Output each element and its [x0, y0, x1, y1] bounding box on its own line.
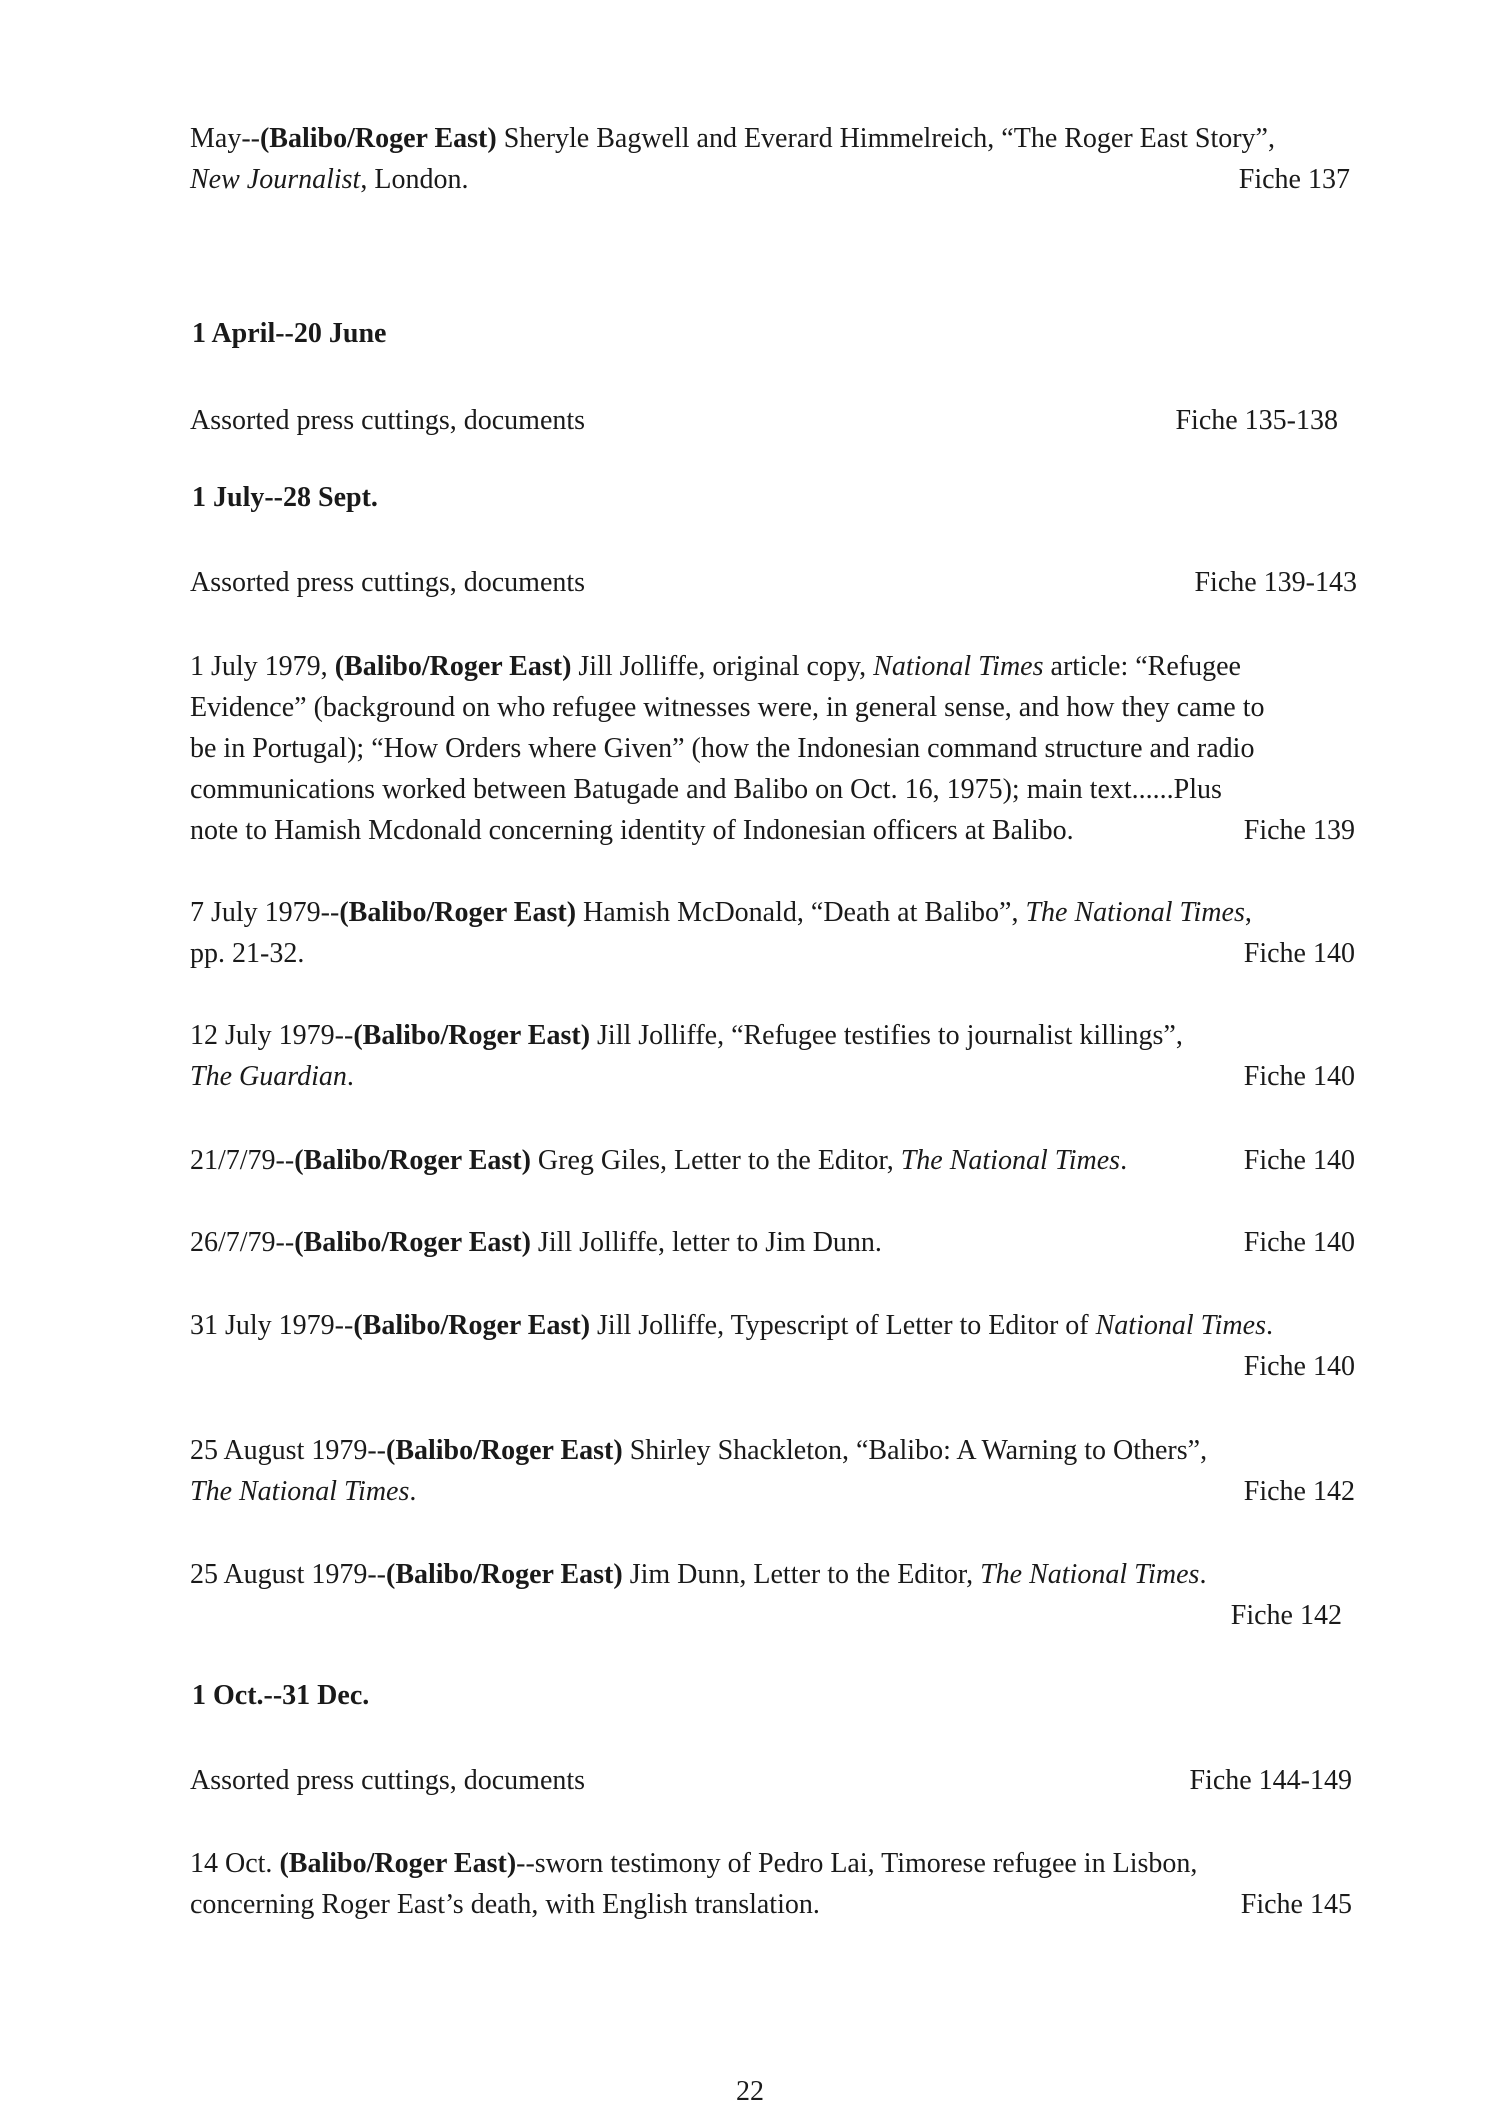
- entry-jim-dunn-letter: [190, 1554, 1342, 1636]
- section-heading: 1 Oct.--31 Dec.: [192, 1680, 370, 1711]
- fiche-reference: Fiche 144-149: [1189, 1765, 1352, 1796]
- entry-text: Assorted press cuttings, documents: [190, 567, 586, 598]
- entry-text: .: [409, 1476, 417, 1507]
- entry-refugee-testifies: [190, 1015, 1355, 1097]
- publication-title: New Journalist: [190, 164, 361, 195]
- entry-subject: (Balibo/Roger East): [353, 1020, 591, 1051]
- entry-line: [190, 1595, 1342, 1636]
- entry-text: --sworn testimony of Pedro Lai, Timorese refugee in Lisbon,: [516, 1848, 1198, 1879]
- entry-date: May--: [190, 123, 260, 154]
- entry-text: concerning Roger East’s death, with English translation.: [190, 1889, 820, 1920]
- fiche-reference: Fiche 142: [1230, 1600, 1342, 1631]
- entry-subject: (Balibo/Roger East): [386, 1435, 623, 1466]
- entry-subject: (Balibo/Roger East): [353, 1310, 591, 1341]
- entry-subject: (Balibo/Roger East): [334, 651, 572, 682]
- entry-death-at-balibo: [190, 892, 1355, 974]
- entry-date: 14 Oct.: [190, 1848, 280, 1879]
- entry-greg-giles-letter: [190, 1140, 1355, 1181]
- entry-assorted: [190, 562, 1357, 603]
- entry-line: [190, 1884, 1352, 1925]
- fiche-reference: Fiche 140: [1243, 1351, 1355, 1382]
- fiche-reference: Fiche 139-143: [1194, 567, 1357, 598]
- entry-date: 21/7/79--: [190, 1145, 295, 1176]
- entry-text: Sheryle Bagwell and Everard Himmelreich, “The Roger East Story”,: [496, 123, 1275, 154]
- entry-subject: (Balibo/Roger East): [386, 1559, 623, 1590]
- entry-date: 12 July 1979--: [190, 1020, 354, 1051]
- fiche-reference: Fiche 139: [1243, 815, 1355, 846]
- entry-line: [190, 810, 1355, 851]
- entry-refugee-evidence: [190, 646, 1355, 851]
- entry-date: 25 August 1979--: [190, 1559, 386, 1590]
- entry-text: Jill Jolliffe, original copy,: [571, 651, 874, 682]
- entry-pedro-lai-testimony: [190, 1843, 1352, 1925]
- entry-text: Jim Dunn, Letter to the Editor,: [622, 1559, 981, 1590]
- entry-line: [190, 159, 1350, 200]
- entry-line: Evidence” (background on who refugee witnesses were, in general sense, and how they came to: [190, 692, 1265, 723]
- entry-subject: (Balibo/Roger East): [259, 123, 497, 154]
- entry-line: [190, 562, 1357, 603]
- entry-line: [190, 646, 1355, 687]
- entry-text: , London.: [360, 164, 469, 195]
- fiche-reference: Fiche 140: [1243, 1145, 1355, 1176]
- entry-text: note to Hamish Mcdonald concerning identity of Indonesian officers at Balibo.: [190, 815, 1074, 846]
- fiche-reference: Fiche 137: [1238, 164, 1350, 195]
- section-heading: 1 July--28 Sept.: [192, 482, 378, 513]
- entry-line: [190, 1430, 1355, 1471]
- entry-typescript-letter: [190, 1305, 1355, 1387]
- entry-line: communications worked between Batugade and Balibo on Oct. 16, 1975); main text......Plus: [190, 774, 1222, 805]
- entry-text: article: “Refugee: [1043, 651, 1241, 682]
- entry-text: Assorted press cuttings, documents: [190, 405, 586, 436]
- publication-title: The National Times: [980, 1559, 1200, 1590]
- entry-warning-to-others: [190, 1430, 1355, 1512]
- entry-assorted: [190, 400, 1338, 441]
- entry-line: [190, 1471, 1355, 1512]
- entry-line: be in Portugal); “How Orders where Given” (how the Indonesian command structure and radio: [190, 733, 1255, 764]
- entry-roger-east-story: [190, 118, 1350, 200]
- entry-subject: (Balibo/Roger East): [294, 1145, 531, 1176]
- entry-text: Shirley Shackleton, “Balibo: A Warning to Others”,: [622, 1435, 1208, 1466]
- entry-text: ,: [1244, 897, 1252, 928]
- fiche-reference: Fiche 142: [1243, 1476, 1355, 1507]
- entry-date: 26/7/79--: [190, 1227, 295, 1258]
- entry-line: [190, 892, 1355, 933]
- entry-text: Assorted press cuttings, documents: [190, 1765, 586, 1796]
- entry-line: [190, 933, 1355, 974]
- entry-subject: (Balibo/Roger East): [294, 1227, 531, 1258]
- entry-line: [190, 1015, 1355, 1056]
- entry-line: [190, 1554, 1342, 1595]
- fiche-reference: Fiche 140: [1243, 938, 1355, 969]
- page-number: 22: [736, 2076, 764, 2107]
- publication-title: The National Times: [900, 1145, 1121, 1176]
- entry-line: [190, 400, 1338, 441]
- entry-subject: (Balibo/Roger East): [279, 1848, 517, 1879]
- entry-text: Jill Jolliffe, letter to Jim Dunn.: [530, 1227, 882, 1258]
- entry-text: Jill Jolliffe, Typescript of Letter to Editor of: [590, 1310, 1096, 1341]
- entry-line: [190, 1843, 1352, 1884]
- entry-text: .: [1120, 1145, 1128, 1176]
- entry-line: [190, 1760, 1352, 1801]
- entry-text: .: [1199, 1559, 1207, 1590]
- publication-title: The Guardian: [190, 1061, 347, 1092]
- entry-line: [190, 1222, 1355, 1263]
- publication-title: National Times: [1095, 1310, 1266, 1341]
- entry-line: [190, 1305, 1355, 1346]
- entry-date: 7 July 1979--: [190, 897, 340, 928]
- entry-subject: (Balibo/Roger East): [339, 897, 577, 928]
- entry-text: Jill Jolliffe, “Refugee testifies to journalist killings”,: [590, 1020, 1183, 1051]
- entry-line: [190, 1056, 1355, 1097]
- fiche-reference: Fiche 140: [1243, 1061, 1355, 1092]
- entry-date: 31 July 1979--: [190, 1310, 354, 1341]
- entry-line: [190, 1346, 1355, 1387]
- entry-line: [190, 118, 1350, 159]
- fiche-reference: Fiche 135-138: [1175, 405, 1338, 436]
- entry-letter-to-jim-dunn: [190, 1222, 1355, 1263]
- entry-date: 1 July 1979,: [190, 651, 335, 682]
- entry-text: .: [346, 1061, 354, 1092]
- fiche-reference: Fiche 140: [1243, 1227, 1355, 1258]
- entry-assorted: [190, 1760, 1352, 1801]
- entry-text: .: [1265, 1310, 1273, 1341]
- fiche-reference: Fiche 145: [1240, 1889, 1352, 1920]
- publication-title: The National Times: [190, 1476, 410, 1507]
- publication-title: National Times: [873, 651, 1044, 682]
- entry-text: Hamish McDonald, “Death at Balibo”,: [576, 897, 1026, 928]
- entry-date: 25 August 1979--: [190, 1435, 386, 1466]
- section-heading: 1 April--20 June: [192, 318, 387, 349]
- entry-text: Greg Giles, Letter to the Editor,: [530, 1145, 901, 1176]
- entry-text: pp. 21-32.: [190, 938, 305, 969]
- entry-line: [190, 1140, 1355, 1181]
- publication-title: The National Times: [1025, 897, 1245, 928]
